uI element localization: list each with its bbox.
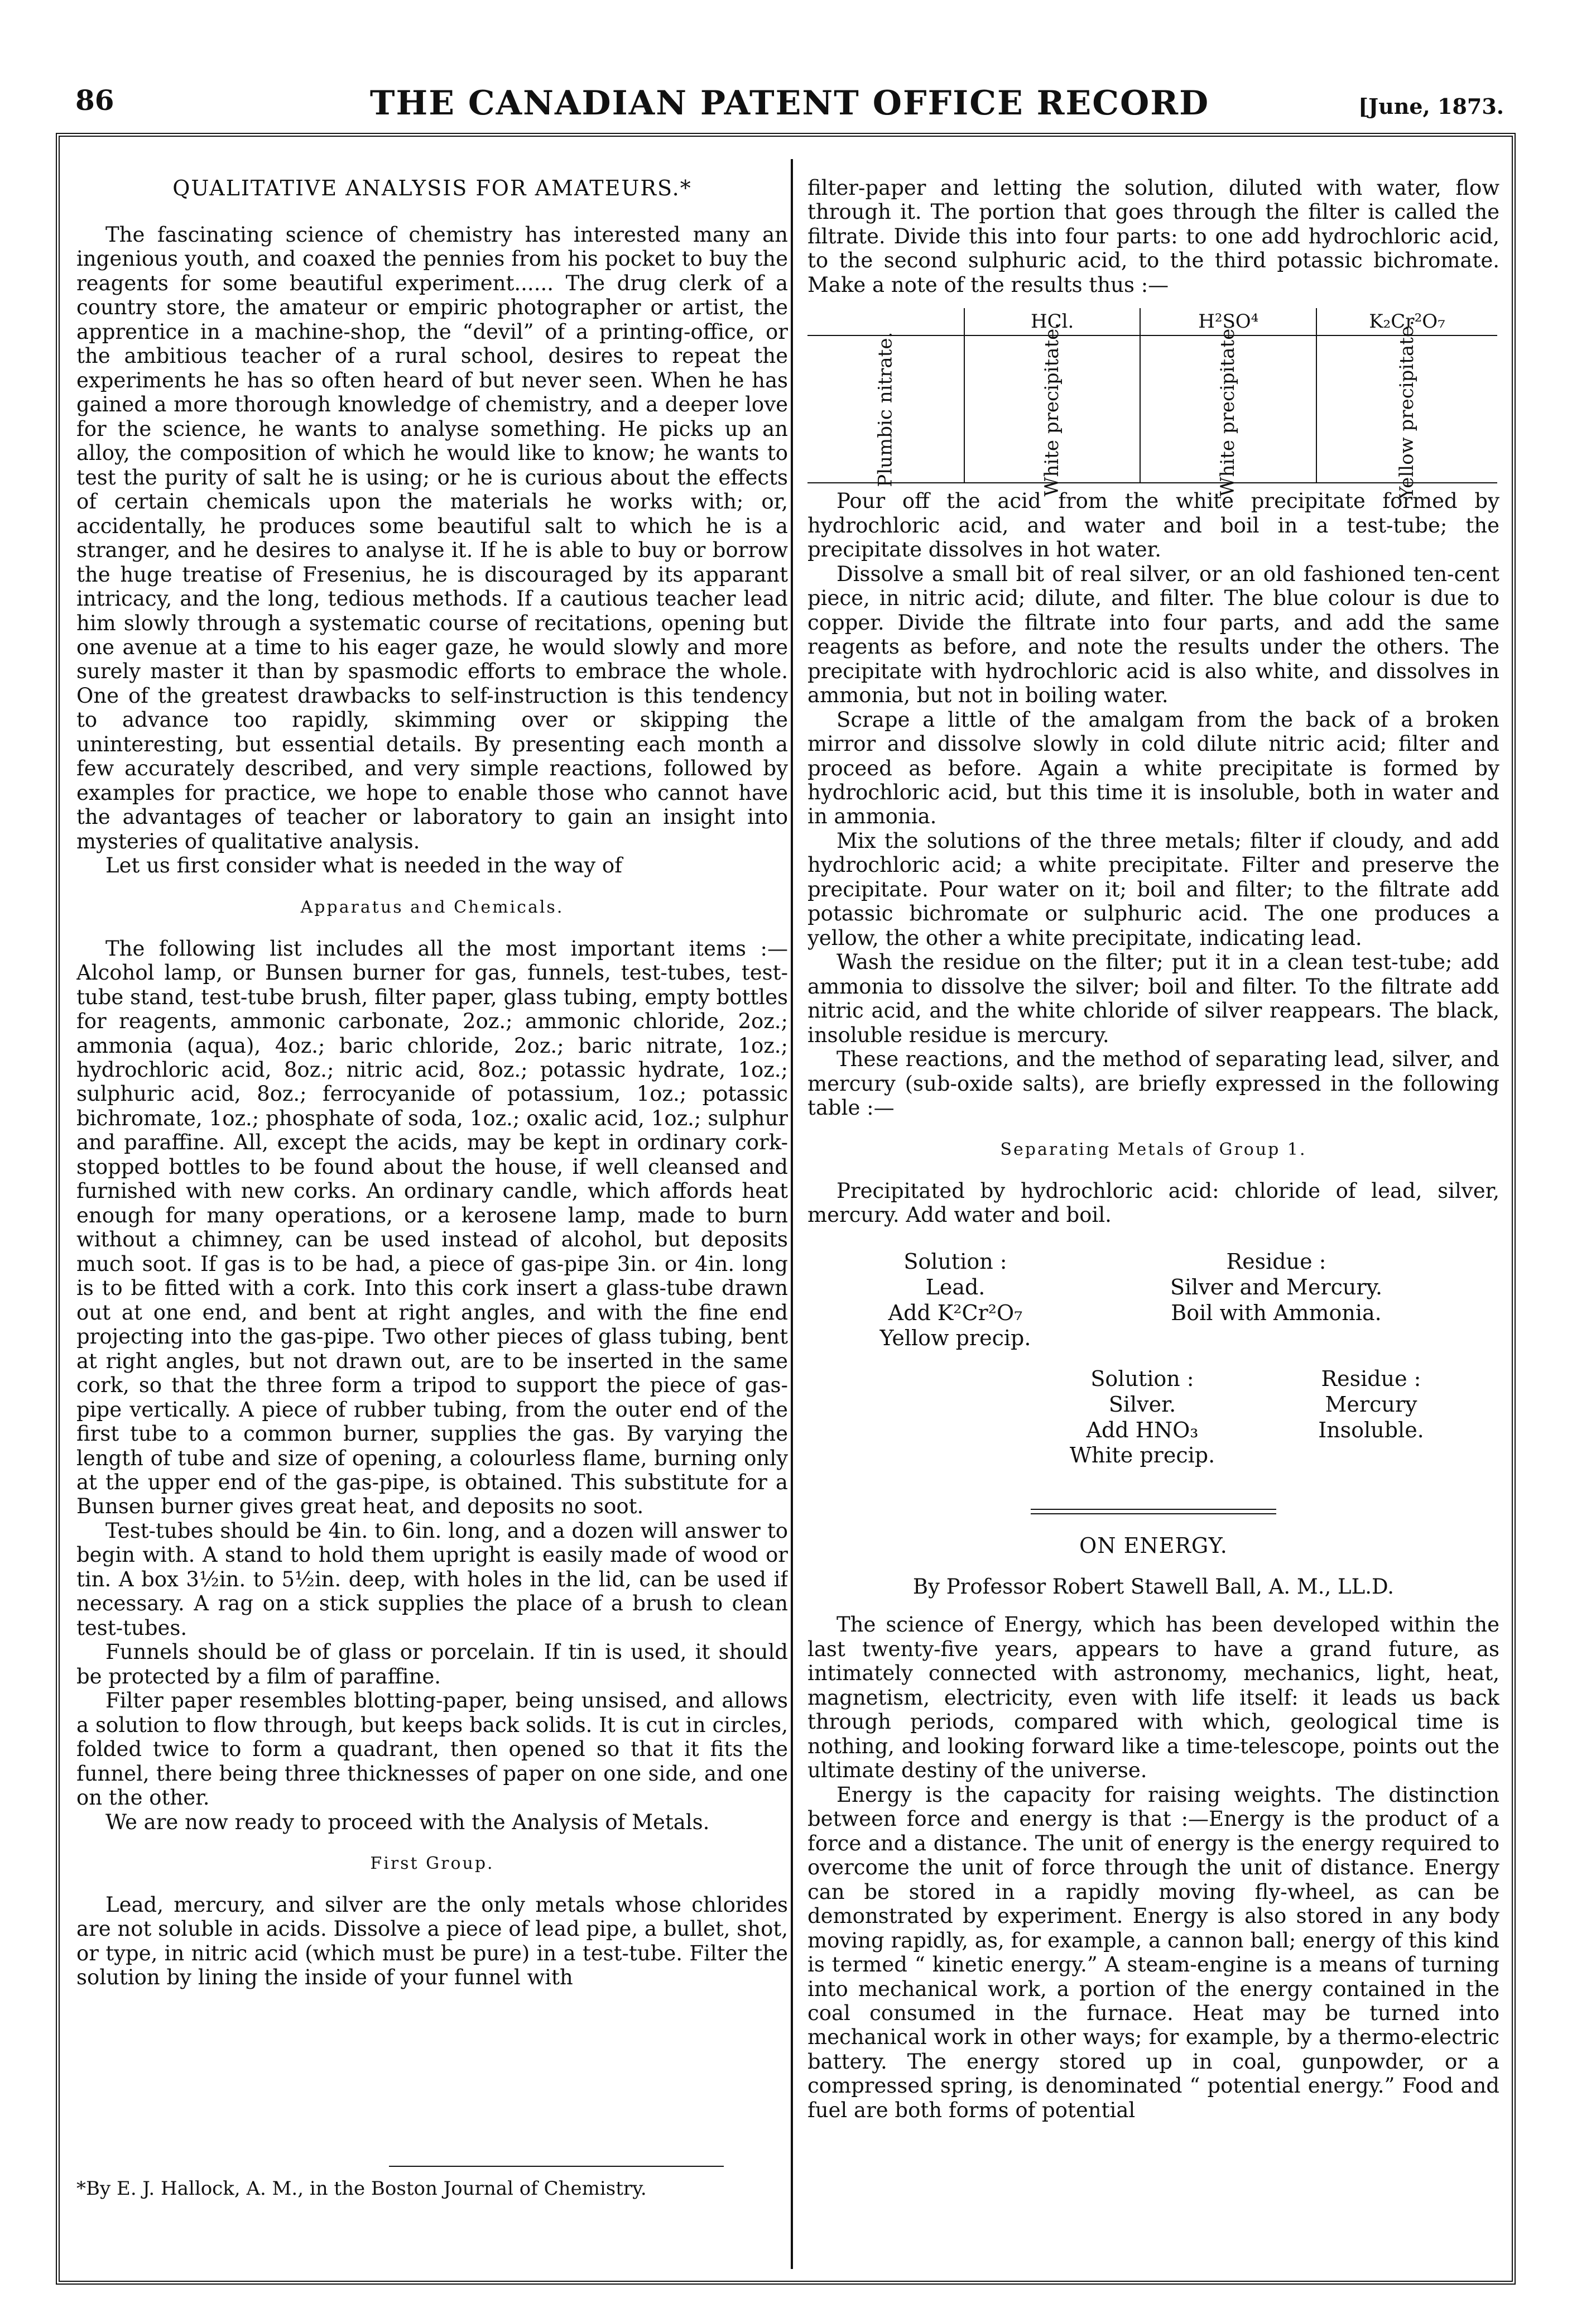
page-number: 86	[75, 84, 114, 117]
paragraph: Mix the solutions of the three metals; filter if cloudy, and add hydrochloric acid; a white precipitate. Filter and preserve the precipitate. Pour water on it; boil and filter; to the filtrate add potassic bichromate or sulphuric acid. The one produces a yellow, the other a white precipitate, indicating lead.	[807, 828, 1499, 950]
paragraph: Filter paper resembles blotting-paper, being unsised, and allows a solution to flow through, but keeps back solids. It is cut in circles, folded twice to form a quadrant, then opened so that it fits the funnel, there being three thicknesses of paper on one side, and one on the other.	[76, 1688, 788, 1810]
table-cell: White precipitate.	[964, 335, 1141, 483]
residue-silver-mercury: Residue : Silver and Mercury. Boil with Ammonia.	[1170, 1249, 1383, 1325]
residue-mercury: Residue : Mercury Insoluble.	[1318, 1366, 1424, 1442]
paragraph: These reactions, and the method of separating lead, silver, and mercury (sub-oxide salts), are briefly expressed in the following table :—	[807, 1047, 1499, 1120]
solution-silver: Solution : Silver. Add HNO₃ White precip.	[1069, 1366, 1215, 1468]
table-header: K₂Cr²O₇	[1316, 308, 1497, 335]
separation-scheme	[807, 1238, 1499, 1484]
solution-lead: Solution : Lead. Add K²Cr²O₇ Yellow precip.	[879, 1249, 1031, 1351]
article-title: ON ENERGY.	[1079, 1533, 1228, 1558]
issue-date: [June, 1873.	[1358, 94, 1504, 119]
paragraph: filter-paper and letting the solution, diluted with water, flow through it. The portion that goes through the filter is called the filtrate. Divide this into four parts: to one add hydrochloric acid, to the second sulphuric acid, to the third potassic bichromate. Make a note of the results thus :—	[807, 176, 1499, 297]
paragraph: Test-tubes should be 4in. to 6in. long, and a dozen will answer to begin with. A stand to hold them upright is easily made of wood or tin. A box 3½in. to 5½in. deep, with holes in the lid, can be used if necessary. A rag on a stick supplies the place of a brush to clean test-tubes.	[76, 1518, 788, 1640]
paragraph: Precipitated by hydrochloric acid: chloride of lead, silver, mercury. Add water and boil.	[807, 1178, 1499, 1227]
paragraph: We are now ready to proceed with the Analysis of Metals.	[105, 1810, 710, 1834]
article-title: QUALITATIVE ANALYSIS FOR AMATEURS.*	[172, 176, 692, 200]
left-column	[76, 176, 788, 2263]
column-divider	[791, 159, 793, 2269]
ornament-rule	[807, 1506, 1499, 1517]
right-column	[807, 176, 1499, 2263]
journal-title: THE CANADIAN PATENT OFFICE RECORD	[369, 84, 1210, 123]
paragraph: The fascinating science of chemistry has interested many an ingenious youth, and coaxed the pennies from his pocket to buy the reagents for some beautiful experiment...... The drug clerk of a country store, the amateur or empiric photographer or artist, the apprentice in a machine-shop, the “devil” of a printing-office, or the ambitious teacher of a rural school, desires to repeat the experiments he has so often heard of but never seen. When he has gained a more thorough knowledge of chemistry, and a deeper love for the science, he wants to analyse something. He picks up an alloy, the composition of which he would like to know; he wants to test the purity of salt he is using; or he is curious about the effects of certain chemicals upon the materials he works with; or, accidentally, he produces some beautiful salt to which he is a stranger, and he desires to analyse it. If he is able to buy or borrow the huge treatise of Fresenius, he is discouraged by its apparant intricacy, and the long, tedious methods. If a cautious teacher lead him slowly through a systematic course of recitations, opening but one avenue at a time to his eager gaze, he would slowly and more surely master it than by spasmodic efforts to embrace the whole. One of the greatest drawbacks to self-instruction is this tendency to advance too rapidly, skimming over or skipping the uninteresting, but essential details. By presenting each month a few accurately described, and very simple reactions, followed by examples for practice, we hope to enable those who cannot have the advantages of teacher or laboratory to gain an insight into mysteries of qualitative analysis.	[76, 223, 788, 853]
table-cell: White precipitate.	[1140, 335, 1316, 483]
paragraph: Energy is the capacity for raising weights. The distinction between force and energy is that :—Energy is the product of a force and a distance. The unit of energy is the energy required to overcome the unit of force through the unit of distance. Energy can be stored in a rapidly moving fly-wheel, as can be demonstrated by experiment. Energy is also stored in any body moving rapidly, as, for example, a cannon ball; energy of this kind is termed “ kinetic energy.” A steam-engine is a means of turning into mechanical work, a portion of the energy contained in the coal consumed in the furnace. Heat may be turned into mechanical work in other ways; for example, by a thermo-electric battery. The energy stored up in coal, gunpowder, or a compressed spring, is denominated “ potential energy.” Food and fuel are both forms of potential	[807, 1782, 1499, 2122]
paragraph: Let us first consider what is needed in the way of	[105, 853, 622, 878]
table-cell: Yellow precipitate.	[1316, 335, 1497, 483]
table-row	[807, 335, 1497, 483]
paragraph: Funnels should be of glass or porcelain. If tin is used, it should be protected by a film of paraffine.	[76, 1640, 788, 1688]
paragraph: Wash the residue on the filter; put it in a clean test-tube; add ammonia to dissolve the silver; boil and filter. To the filtrate add nitric acid, and the white chloride of silver reappears. The black, insoluble residue is mercury.	[807, 950, 1499, 1047]
paragraph: The science of Energy, which has been developed within the last twenty-five years, appears to have a grand future, as intimately connected with astronomy, mechanics, light, heat, magnetism, electricity, even with life itself: it leads us back through periods, compared with which, geological time is nothing, and looking forward like a time-telescope, points out the ultimate destiny of the universe.	[807, 1613, 1499, 1783]
page-frame	[56, 133, 1516, 2285]
article-byline: By Professor Robert Stawell Ball, A. M., LL.D.	[912, 1575, 1395, 1599]
paragraph: Pour off the acid from the white precipitate formed by hydrochloric acid, and water and boil in a test-tube; the precipitate dissolves in hot water.	[807, 489, 1499, 562]
section-heading: Apparatus and Chemicals.	[300, 897, 564, 917]
footnote-rule	[389, 2166, 724, 2167]
footnote	[76, 2166, 788, 2200]
paragraph: The following list includes all the most important items :— Alcohol lamp, or Bunsen burner for gas, funnels, test-tubes, test-tube stand, test-tube brush, filter paper, glass tubing, empty bottles for reagents, ammonic carbonate, 2oz.; ammonic chloride, 2oz.; ammonia (aqua), 4oz.; baric chloride, 2oz.; baric nitrate, 1oz.; hydrochloric acid, 8oz.; nitric acid, 8oz.; potassic hydrate, 1oz.; sulphuric acid, 8oz.; ferrocyanide of potassium, 1oz.; potassic bichromate, 1oz.; phosphate of soda, 1oz.; oxalic acid, 1oz.; sulphur and paraffine. All, except the acids, may be kept in ordinary cork-stopped bottles to be found about the house, if well cleansed and furnished with new corks. An ordinary candle, which affords heat enough for many operations, or a kerosene lamp, made to burn without a chimney, can be used instead of alcohol, but deposits much soot. If gas is to be had, a piece of gas-pipe 3in. or 4in. long is to be fitted with a cork. Into this cork insert a glass-tube drawn out at one end, and bent at right angles, and with the fine end projecting into the gas-pipe. Two other pieces of glass tubing, bent at right angles, but not drawn out, are to be inserted in the same cork, so that the three form a tripod to support the piece of gas-pipe vertically. A piece of rubber tubing, from the outer end of the first tube to a common burner, supplies the gas. By varying the length of tube and size of opening, a colourless flame, burning only at the upper end of the gas-pipe, is obtained. This substitute for a Bunsen burner gives great heat, and deposits no soot.	[76, 936, 788, 1519]
reactions-table	[807, 308, 1497, 499]
paragraph: Dissolve a small bit of real silver, or an old fashioned ten-cent piece, in nitric acid; dilute, and filter. The blue colour is due to copper. Divide the filtrate into four parts, and add the same reagents as before, and note the results under the others. The precipitate with hydrochloric acid is also white, and dissolves in ammonia, but not in boiling water.	[807, 562, 1499, 708]
footnote-text: *By E. J. Hallock, A. M., in the Boston Journal of Chemistry.	[76, 2177, 647, 2200]
table-header: HCl.	[964, 308, 1141, 335]
section-heading: First Group.	[370, 1854, 494, 1873]
table-header: H²SO⁴	[1140, 308, 1316, 335]
paragraph: Lead, mercury, and silver are the only metals whose chlorides are not soluble in acids. Dissolve a piece of lead pipe, a bullet, shot, or type, in nitric acid (which must be pure) in a test-tube. Filter the solution by lining the inside of your funnel with	[76, 1893, 788, 1990]
paragraph: Scrape a little of the amalgam from the back of a broken mirror and dissolve slowly in cold dilute nitric acid; filter and proceed as before. Again a white precipitate is formed by hydrochloric acid, but this time it is insoluble, both in water and in ammonia.	[807, 707, 1499, 829]
table-cell: Plumbic nitrate.	[807, 335, 964, 483]
section-heading: Separating Metals of Group 1.	[1000, 1139, 1307, 1159]
